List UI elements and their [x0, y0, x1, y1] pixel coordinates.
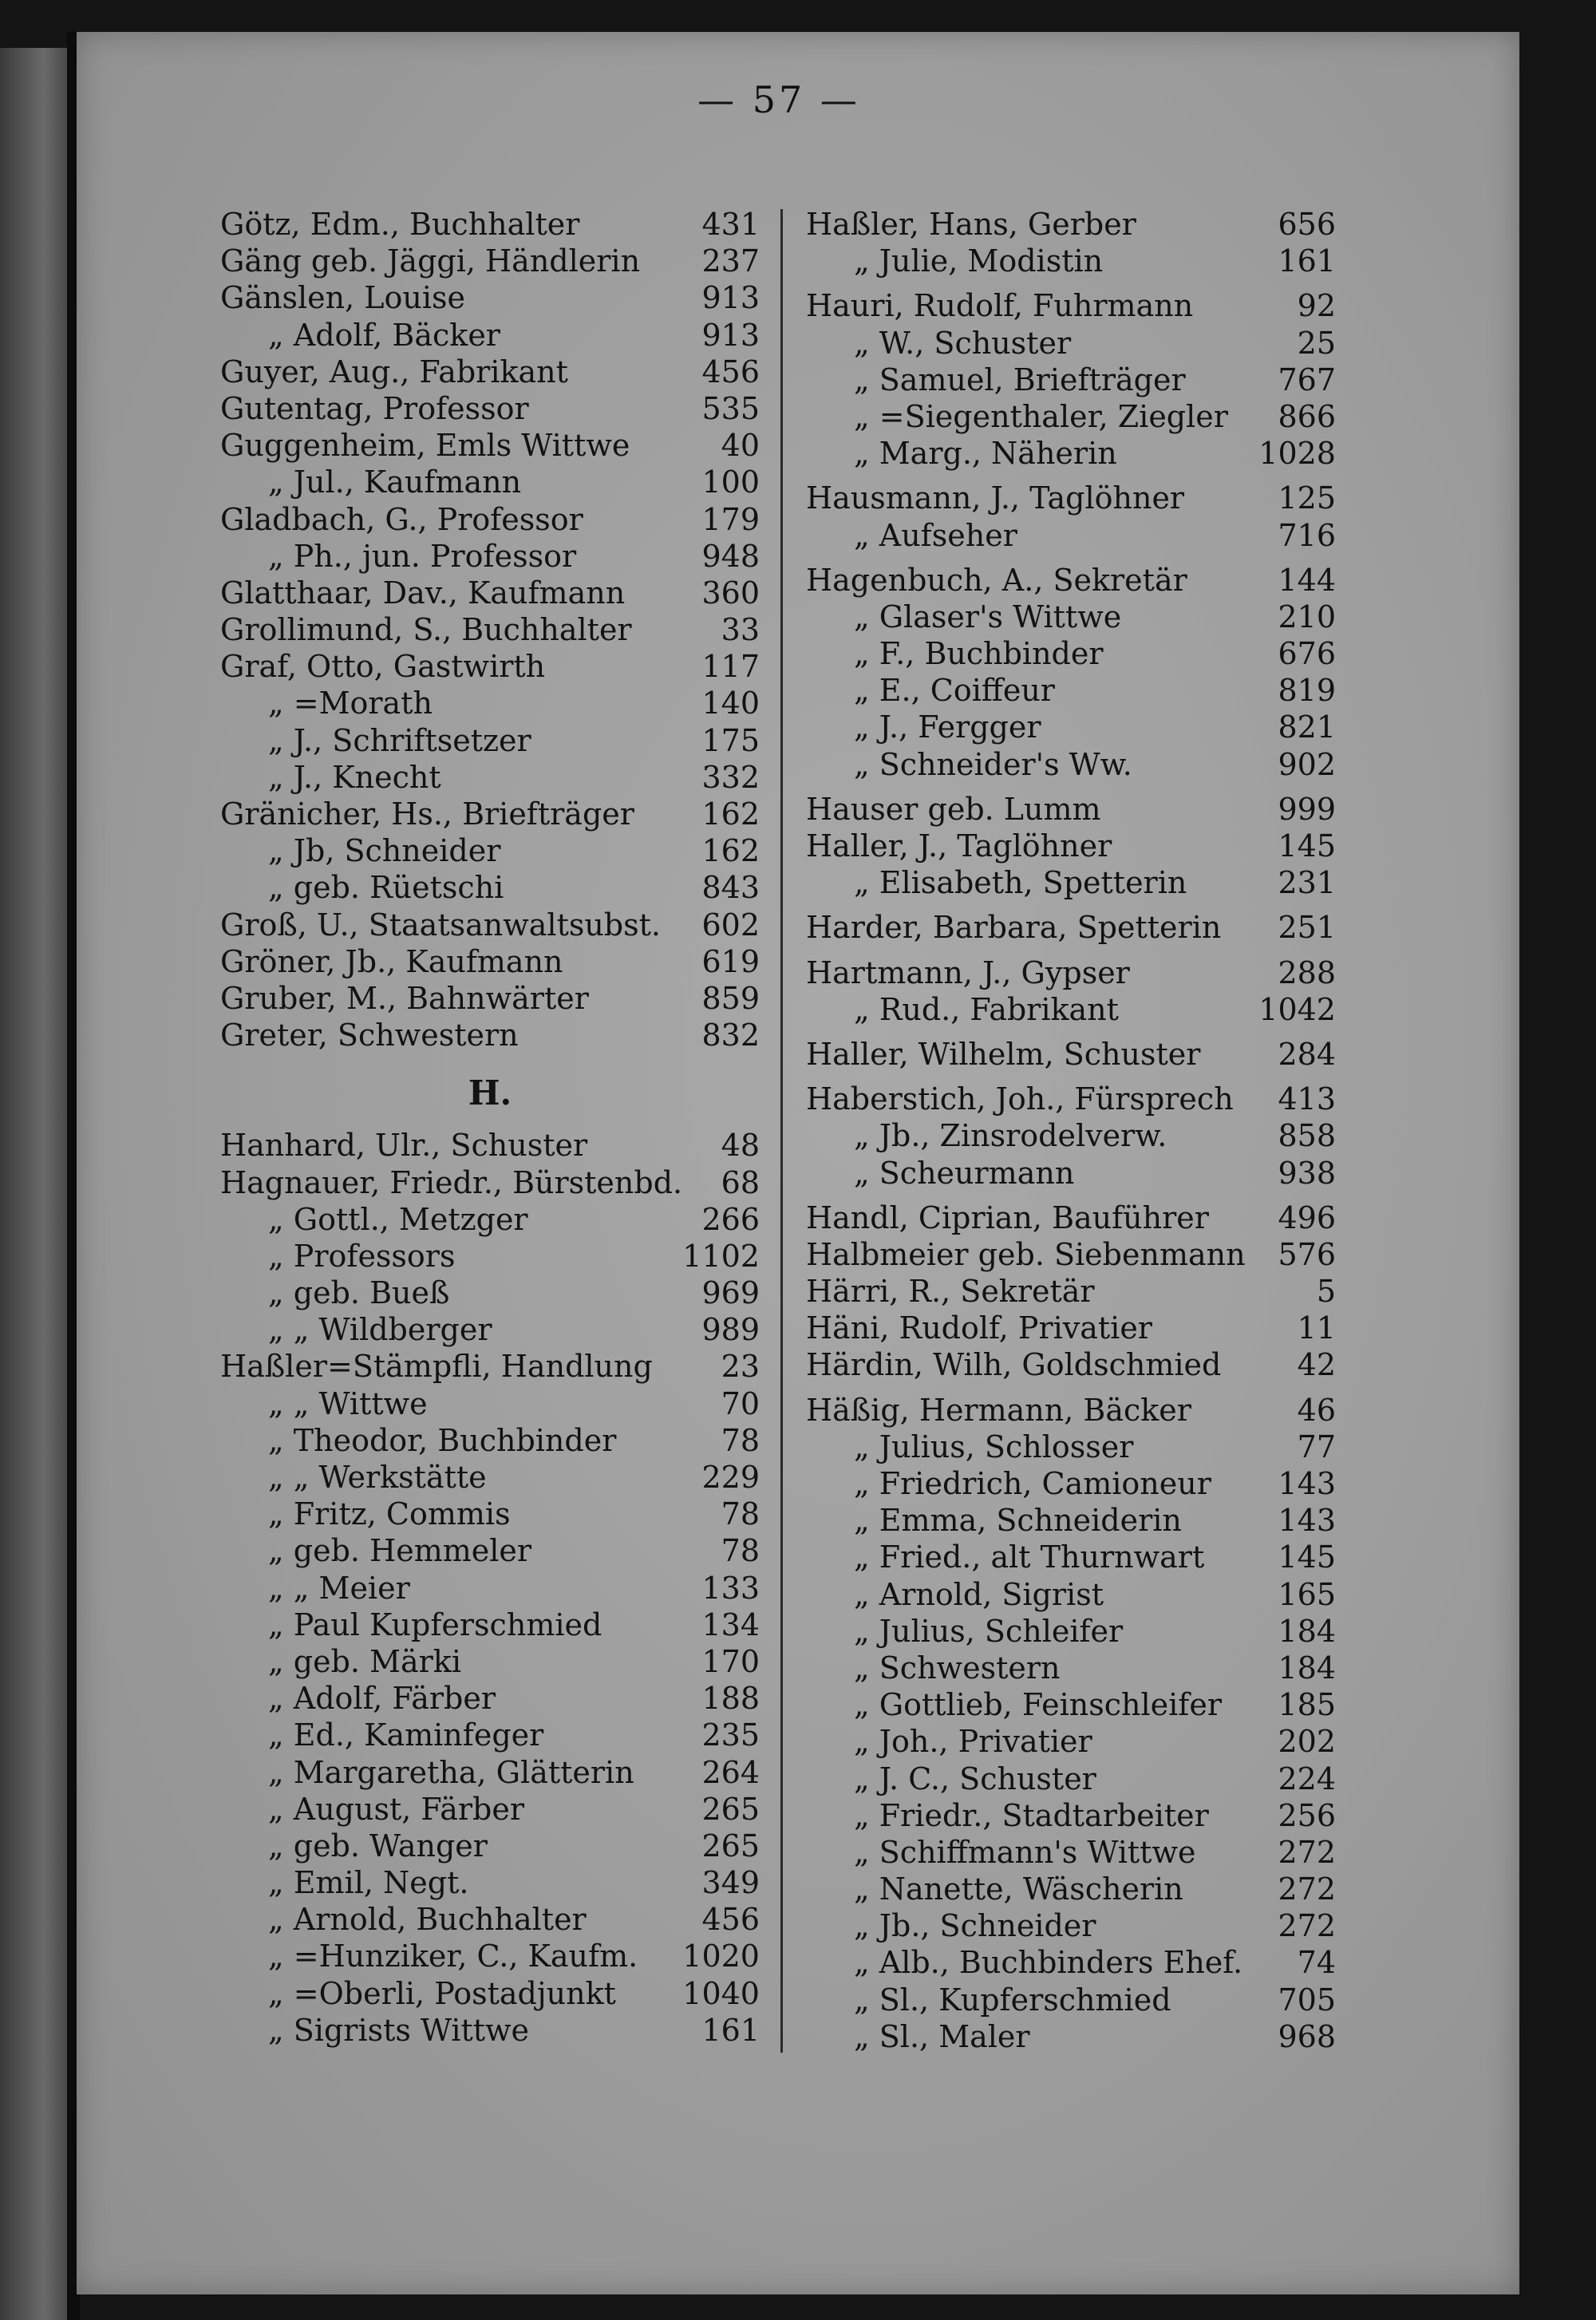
entry-number: 969 [701, 1275, 760, 1311]
entry-number: 235 [701, 1717, 760, 1753]
entry-name: „ Margaretha, Glätterin [268, 1754, 634, 1790]
entry-name: Haßler, Hans, Gerber [806, 207, 1136, 242]
entry-number: 1020 [682, 1939, 760, 1974]
entry-number: 143 [1278, 1503, 1336, 1539]
entry-name: „ Schiffmann's Wittwe [854, 1834, 1196, 1870]
entry-name: „ Julius, Schleifer [854, 1613, 1124, 1649]
entry-name: „ J., Schriftsetzer [268, 722, 531, 758]
entry-name: Götz, Edm., Buchhalter [220, 207, 580, 242]
directory-entry [220, 464, 760, 500]
entry-number: 913 [701, 280, 760, 316]
entry-name: Handl, Ciprian, Bauführer [806, 1200, 1209, 1235]
entry-name: „ Nanette, Wäscherin [854, 1871, 1183, 1907]
entry-name: „ geb. Bueß [268, 1275, 450, 1311]
directory-entry [806, 1310, 1336, 1346]
entry-name: „ J., Fergger [854, 709, 1041, 745]
entry-number: 46 [1297, 1392, 1336, 1428]
entry-name: Haller, Wilhelm, Schuster [806, 1036, 1201, 1072]
directory-entry [220, 243, 760, 279]
directory-entry [806, 1944, 1336, 1981]
entry-number: 456 [701, 354, 760, 389]
directory-entry [220, 722, 760, 759]
entry-number: 413 [1278, 1081, 1336, 1117]
entry-name: „ =Siegenthaler, Ziegler [854, 398, 1228, 434]
entry-number: 170 [701, 1643, 760, 1679]
entries-right [806, 206, 1336, 2055]
directory-entry [220, 1385, 760, 1422]
entry-name: Glatthaar, Dav., Kaufmann [220, 575, 626, 611]
directory-entry [806, 672, 1336, 709]
entry-number: 1102 [682, 1238, 760, 1274]
entry-number: 767 [1278, 362, 1336, 397]
entry-number: 162 [701, 833, 760, 869]
entry-name: Guyer, Aug., Fabrikant [220, 354, 568, 389]
column-divider [780, 209, 783, 2053]
directory-entry [806, 325, 1336, 362]
entry-name: Gruber, M., Bahnwärter [220, 980, 589, 1016]
entry-name: „ Arnold, Buchhalter [268, 1902, 587, 1938]
entry-name: „ geb. Rüetschi [268, 870, 504, 906]
directory-entry [220, 1459, 760, 1496]
entry-number: 144 [1278, 562, 1336, 598]
directory-entry [806, 517, 1336, 554]
entry-number: 162 [701, 796, 760, 832]
directory-entry [806, 1761, 1336, 1797]
directory-entry [806, 1155, 1336, 1192]
entry-name: „ E., Coiffeur [854, 673, 1055, 709]
entry-name: „ =Oberli, Postadjunkt [268, 1975, 616, 2011]
entry-name: Hanhard, Ulr., Schuster [220, 1128, 588, 1164]
directory-entry [220, 1938, 760, 1974]
directory-entry [806, 1346, 1336, 1383]
entry-name: Hauri, Rudolf, Fuhrmann [806, 288, 1194, 324]
entry-number: 77 [1297, 1429, 1336, 1464]
entry-name: „ Julie, Modistin [854, 243, 1104, 279]
entry-number: 231 [1278, 865, 1336, 901]
directory-entry [806, 1797, 1336, 1834]
directory-entry [806, 954, 1336, 991]
entry-number: 332 [701, 759, 760, 795]
directory-entry [806, 1200, 1336, 1236]
entry-number: 70 [721, 1385, 760, 1421]
entry-name: „ Adolf, Färber [268, 1681, 496, 1717]
entry-number: 117 [701, 649, 760, 685]
entry-number: 78 [721, 1422, 760, 1458]
entry-name: „ Joh., Privatier [854, 1724, 1092, 1760]
directory-entry [220, 501, 760, 538]
directory-entry [220, 1828, 760, 1864]
entry-number: 25 [1297, 325, 1336, 361]
directory-entry [220, 1532, 760, 1569]
entry-number: 938 [1278, 1155, 1336, 1191]
entry-number: 456 [701, 1902, 760, 1938]
directory-entry [220, 1017, 760, 1053]
directory-entry [806, 398, 1336, 435]
directory-entry [220, 1496, 760, 1532]
entry-name: Häni, Rudolf, Privatier [806, 1310, 1152, 1346]
entry-name: „ Glaser's Wittwe [854, 599, 1122, 634]
entry-number: 78 [721, 1533, 760, 1569]
entry-name: „ Schwestern [854, 1650, 1061, 1686]
entry-name: „ Friedr., Stadtarbeiter [854, 1797, 1209, 1833]
directory-entry [806, 828, 1336, 864]
entry-name: Härri, R., Sekretär [806, 1274, 1095, 1310]
directory-entry [806, 991, 1336, 1028]
entry-number: 948 [701, 538, 760, 574]
entry-name: „ F., Buchbinder [854, 636, 1104, 672]
entry-name: „ Schneider's Ww. [854, 746, 1132, 782]
entry-number: 224 [1278, 1761, 1336, 1796]
entry-name: „ „ Wildberger [268, 1312, 492, 1348]
section-heading: H. [468, 1073, 512, 1113]
entry-name: „ Scheurmann [854, 1155, 1075, 1191]
directory-entry [220, 279, 760, 316]
entry-name: „ geb. Wanger [268, 1828, 488, 1864]
directory-entry [220, 1607, 760, 1643]
directory-entry [806, 1502, 1336, 1539]
entry-number: 210 [1278, 599, 1336, 634]
entry-number: 92 [1297, 288, 1336, 324]
entry-name: Greter, Schwestern [220, 1018, 519, 1053]
entry-number: 48 [721, 1128, 760, 1164]
directory-entry [220, 1422, 760, 1459]
entry-number: 184 [1278, 1650, 1336, 1686]
entry-number: 832 [701, 1018, 760, 1053]
entry-number: 819 [1278, 673, 1336, 709]
directory-entry [220, 1164, 760, 1201]
directory-entry [220, 1201, 760, 1238]
entry-number: 284 [1278, 1036, 1336, 1072]
entry-name: „ Ph., jun. Professor [268, 538, 577, 574]
entry-number: 705 [1278, 1982, 1336, 2018]
directory-entry [220, 685, 760, 721]
entry-name: „ Fried., alt Thurnwart [854, 1539, 1205, 1575]
entry-name: „ Theodor, Buchbinder [268, 1422, 617, 1458]
entry-number: 229 [701, 1460, 760, 1495]
entry-name: „ Alb., Buchbinders Ehef. [854, 1945, 1243, 1981]
directory-entry [220, 1275, 760, 1311]
entry-number: 185 [1278, 1687, 1336, 1723]
directory-entry [806, 362, 1336, 398]
directory-entry [806, 1465, 1336, 1502]
directory-entry [806, 287, 1336, 324]
entry-number: 1028 [1258, 436, 1336, 472]
entry-number: 68 [721, 1164, 760, 1200]
entry-name: Harder, Barbara, Spetterin [806, 910, 1222, 946]
directory-entry [806, 1834, 1336, 1871]
entry-number: 968 [1278, 2018, 1336, 2054]
directory-entry [806, 1117, 1336, 1154]
entry-number: 349 [701, 1865, 760, 1901]
directory-entry [806, 1392, 1336, 1429]
entry-name: Haller, J., Taglöhner [806, 828, 1112, 864]
entry-name: Gröner, Jb., Kaufmann [220, 943, 563, 979]
entry-number: 161 [701, 2012, 760, 2048]
entry-name: „ Jul., Kaufmann [268, 464, 522, 500]
directory-entry [220, 1127, 760, 1164]
entry-name: „ Gottlieb, Feinschleifer [854, 1687, 1222, 1723]
entry-number: 40 [721, 428, 760, 464]
directory-entry [806, 562, 1336, 599]
entry-number: 134 [701, 1607, 760, 1642]
entry-number: 989 [701, 1312, 760, 1348]
entry-number: 74 [1297, 1945, 1336, 1981]
adjacent-page-edge [0, 48, 73, 2320]
entry-name: „ Emma, Schneiderin [854, 1503, 1182, 1539]
entry-name: „ Paul Kupferschmied [268, 1607, 602, 1642]
directory-entry [806, 1871, 1336, 1907]
entry-name: „ August, Färber [268, 1791, 524, 1827]
entry-name: „ Jb., Zinsrodelverw. [854, 1118, 1167, 1154]
entry-number: 266 [701, 1201, 760, 1237]
entry-name: „ Rud., Fabrikant [854, 991, 1119, 1027]
entry-number: 140 [701, 686, 760, 721]
right-column [806, 206, 1336, 2055]
entry-name: Gänslen, Louise [220, 280, 465, 316]
directory-entry [220, 206, 760, 243]
directory-entry [220, 354, 760, 390]
directory-entry [220, 1754, 760, 1791]
directory-entry [806, 1576, 1336, 1613]
entry-number: 272 [1278, 1871, 1336, 1907]
entry-number: 866 [1278, 398, 1336, 434]
directory-entry [806, 2018, 1336, 2055]
entry-name: Hagnauer, Friedr., Bürstenbd. [220, 1164, 683, 1200]
entry-name: „ Sigrists Wittwe [268, 2012, 530, 2048]
entry-name: Häßig, Hermann, Bäcker [806, 1392, 1191, 1428]
entry-name: „ Marg., Näherin [854, 436, 1117, 472]
directory-entry [806, 435, 1336, 472]
entry-number: 33 [721, 612, 760, 648]
entry-number: 78 [721, 1496, 760, 1532]
entry-number: 619 [701, 943, 760, 979]
entry-name: „ Friedrich, Camioneur [854, 1466, 1211, 1501]
directory-entry [806, 1907, 1336, 1944]
entry-number: 656 [1278, 207, 1336, 242]
directory-entry [220, 2012, 760, 2049]
directory-entry [220, 759, 760, 796]
entry-number: 431 [701, 207, 760, 242]
directory-entry [806, 1613, 1336, 1650]
entry-name: Haberstich, Joh., Fürsprech [806, 1081, 1234, 1117]
directory-entry [806, 480, 1336, 516]
entry-number: 251 [1278, 910, 1336, 946]
directory-entry [220, 1975, 760, 2012]
entry-number: 23 [721, 1349, 760, 1385]
entry-number: 145 [1278, 828, 1336, 864]
entry-number: 902 [1278, 746, 1336, 782]
directory-entry [806, 243, 1336, 279]
entry-number: 1040 [682, 1975, 760, 2011]
entry-name: „ geb. Hemmeler [268, 1533, 532, 1569]
entry-name: „ Aufseher [854, 517, 1017, 553]
entry-name: „ Sl., Maler [854, 2018, 1030, 2054]
directory-entry [806, 1982, 1336, 2018]
entry-name: Haßler=Stämpfli, Handlung [220, 1349, 653, 1385]
entry-name: Hagenbuch, A., Sekretär [806, 562, 1187, 598]
entry-name: Härdin, Wilh, Goldschmied [806, 1347, 1222, 1383]
directory-entry [806, 1539, 1336, 1575]
entry-number: 360 [701, 575, 760, 611]
entry-number: 676 [1278, 636, 1336, 672]
entry-number: 125 [1278, 480, 1336, 516]
entry-name: Hartmann, J., Gypser [806, 954, 1130, 990]
entry-name: Grollimund, S., Buchhalter [220, 612, 632, 648]
entry-number: 999 [1278, 791, 1336, 827]
directory-entry [220, 648, 760, 685]
entry-name: Graf, Otto, Gastwirth [220, 649, 546, 685]
entry-name: „ „ Meier [268, 1570, 410, 1606]
entry-number: 265 [701, 1828, 760, 1864]
directory-entry [806, 206, 1336, 243]
directory-entry [220, 832, 760, 869]
entry-number: 913 [701, 317, 760, 353]
directory-entry [220, 611, 760, 648]
entry-name: „ Adolf, Bäcker [268, 317, 500, 353]
directory-entry [220, 1348, 760, 1385]
entry-number: 821 [1278, 709, 1336, 745]
entry-name: „ Professors [268, 1238, 456, 1274]
entries-h [220, 1127, 760, 2049]
entry-name: Gäng geb. Jäggi, Händlerin [220, 243, 641, 279]
entry-name: Guggenheim, Emls Wittwe [220, 428, 630, 464]
entry-name: „ Sl., Kupferschmied [854, 1982, 1171, 2018]
entry-name: „ Elisabeth, Spetterin [854, 865, 1187, 901]
directory-entry [220, 1311, 760, 1348]
entry-name: Gutentag, Professor [220, 390, 529, 426]
entry-number: 496 [1278, 1200, 1336, 1235]
entry-number: 843 [701, 870, 760, 906]
directory-entry [220, 1791, 760, 1828]
directory-entry [220, 575, 760, 611]
entry-number: 535 [701, 390, 760, 426]
directory-entry [806, 791, 1336, 828]
left-column [220, 206, 760, 2049]
entry-number: 859 [701, 980, 760, 1016]
entry-number: 1042 [1258, 991, 1336, 1027]
entry-name: „ =Hunziker, C., Kaufm. [268, 1939, 638, 1974]
directory-entry [806, 1081, 1336, 1117]
entry-number: 145 [1278, 1539, 1336, 1575]
entry-number: 143 [1278, 1466, 1336, 1501]
entry-number: 11 [1297, 1310, 1336, 1346]
directory-entry [220, 907, 760, 943]
directory-entry [806, 909, 1336, 946]
directory-entry [806, 1429, 1336, 1465]
entry-number: 602 [701, 907, 760, 943]
entry-name: „ „ Werkstätte [268, 1460, 487, 1495]
directory-entry [220, 943, 760, 980]
entry-number: 265 [701, 1791, 760, 1827]
entry-name: „ Julius, Schlosser [854, 1429, 1134, 1464]
page-number: — 57 — [697, 78, 860, 121]
entry-number: 179 [701, 501, 760, 537]
entry-name: „ W., Schuster [854, 325, 1072, 361]
entry-name: „ geb. Märki [268, 1643, 461, 1679]
entry-name: Hauser geb. Lumm [806, 791, 1101, 827]
entry-name: Groß, U., Staatsanwaltsubst. [220, 907, 661, 943]
directory-entry [806, 1723, 1336, 1760]
entry-number: 184 [1278, 1613, 1336, 1649]
entry-number: 5 [1316, 1274, 1336, 1310]
directory-entry [806, 1686, 1336, 1723]
directory-entry [806, 599, 1336, 635]
entry-number: 202 [1278, 1724, 1336, 1760]
directory-entry [806, 1650, 1336, 1686]
entry-number: 272 [1278, 1834, 1336, 1870]
directory-entry [806, 709, 1336, 745]
directory-entry [220, 1680, 760, 1717]
entry-number: 175 [701, 722, 760, 758]
directory-entry [806, 864, 1336, 901]
entry-name: Gladbach, G., Professor [220, 501, 583, 537]
entry-name: „ Emil, Negt. [268, 1865, 469, 1901]
directory-entry [220, 796, 760, 832]
directory-entry [220, 1864, 760, 1901]
directory-entry [220, 1643, 760, 1680]
directory-entry [806, 1273, 1336, 1310]
entry-number: 576 [1278, 1236, 1336, 1272]
directory-entry [220, 538, 760, 575]
directory-entry [220, 390, 760, 427]
entry-number: 716 [1278, 517, 1336, 553]
entry-number: 264 [701, 1754, 760, 1790]
entry-name: „ Fritz, Commis [268, 1496, 511, 1532]
directory-entry [220, 1901, 760, 1938]
entry-name: Halbmeier geb. Siebenmann [806, 1236, 1246, 1272]
directory-entry [220, 1238, 760, 1275]
directory-entry [806, 1236, 1336, 1273]
directory-entry [806, 746, 1336, 783]
directory-entry [220, 1570, 760, 1607]
entry-name: Gränicher, Hs., Briefträger [220, 796, 634, 832]
entry-name: „ Jb, Schneider [268, 833, 501, 869]
entry-name: „ J. C., Schuster [854, 1761, 1096, 1796]
entry-number: 288 [1278, 954, 1336, 990]
entry-number: 858 [1278, 1118, 1336, 1154]
entry-name: „ Arnold, Sigrist [854, 1576, 1104, 1612]
directory-entry [220, 869, 760, 906]
entry-number: 188 [701, 1681, 760, 1717]
entry-name: Hausmann, J., Taglöhner [806, 480, 1185, 516]
entry-number: 272 [1278, 1908, 1336, 1944]
entry-name: „ Gottl., Metzger [268, 1201, 528, 1237]
entry-number: 100 [701, 464, 760, 500]
entry-name: „ J., Knecht [268, 759, 441, 795]
directory-entry [806, 1036, 1336, 1073]
directory-entry [220, 427, 760, 464]
entries-g [220, 206, 760, 1053]
entry-number: 256 [1278, 1797, 1336, 1833]
directory-entry [220, 317, 760, 354]
entry-number: 165 [1278, 1576, 1336, 1612]
entry-number: 237 [701, 243, 760, 279]
entry-name: „ =Morath [268, 686, 433, 721]
entry-name: „ Ed., Kaminfeger [268, 1717, 544, 1753]
entry-name: „ „ Wittwe [268, 1385, 428, 1421]
entry-name: „ Samuel, Briefträger [854, 362, 1186, 397]
entry-number: 42 [1297, 1347, 1336, 1383]
entry-name: „ Jb., Schneider [854, 1908, 1096, 1944]
directory-entry [220, 980, 760, 1017]
entry-number: 133 [701, 1570, 760, 1606]
entry-number: 161 [1278, 243, 1336, 279]
directory-entry [220, 1717, 760, 1753]
directory-entry [806, 635, 1336, 672]
